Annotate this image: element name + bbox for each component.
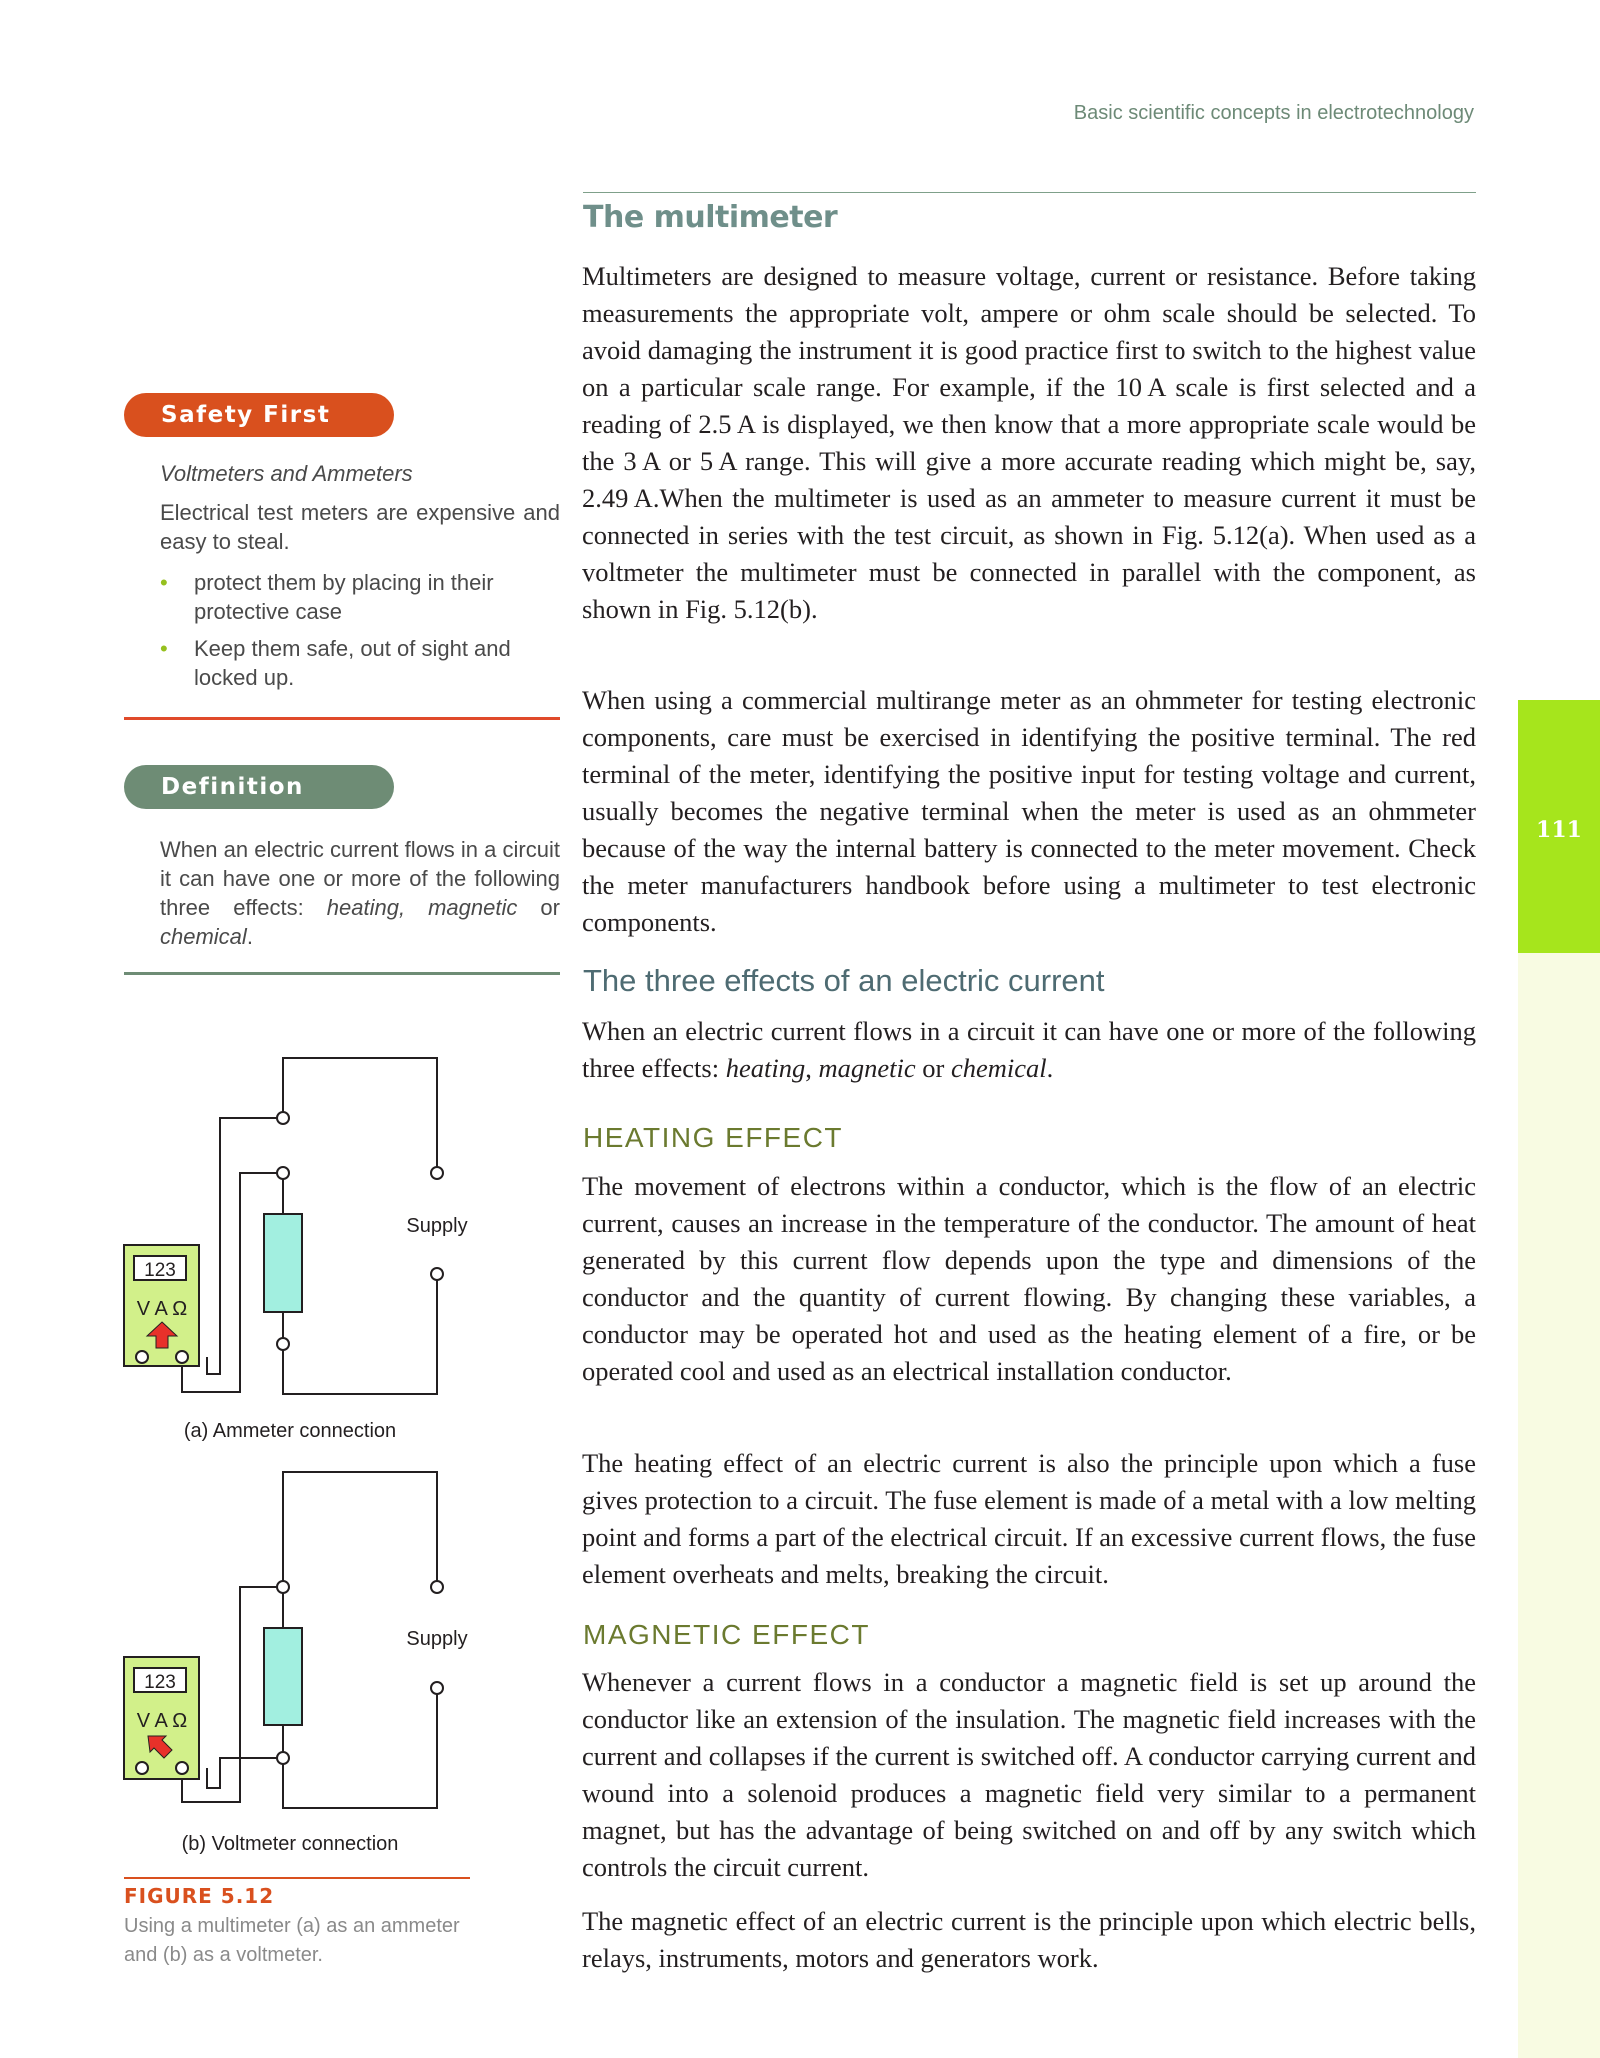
paragraph-text: When using a commercial multirange meter as an ohmmeter for testing electronic components, care must be exercised in identifying the positive terminal. The red terminal of the meter, identifying the positive input for testing voltage and current, usually becomes the negative terminal when the meter is used as an ohmmeter because of the way the internal battery is connected to the meter movement. Check the meter manufacturers handbook before using a multimeter to test electronic components. [582, 685, 1476, 937]
definition-effects: heating, magnetic [326, 895, 518, 920]
meter-terminal [176, 1762, 188, 1774]
meter-display-text: 123 [144, 1260, 176, 1281]
magnetic-paragraph-2 [582, 1903, 1476, 1977]
bullet-icon: • [160, 570, 168, 595]
terminal [277, 1112, 289, 1124]
running-head: Basic scientific concepts in electrotechnology [1073, 102, 1474, 124]
paragraph-text: The heating effect of an electric current is also the principle upon which a fuse gives protection to a circuit. The fuse element is made of a metal with a low melting point and forms a part of the electrical circuit. If an excessive current flows, the fuse element overheats and melts, breaking the circuit. [582, 1448, 1477, 1589]
figure-label: FIGURE 5.12 [124, 1884, 275, 1908]
supply-terminal [431, 1167, 443, 1179]
supply-terminal [431, 1581, 443, 1593]
paragraph-text: Multimeters are designed to measure voltage, current or resistance. Before taking measurements the appropriate volt, ampere or ohm scale should be selected. To avoid damaging the instrument it is good practice first to switch to the highest value on a particular scale range. For example, if the 10 A scale is first selected and a reading of 2.5 A is displayed, we then know that a more appropriate scale would be the 3 A or 5 A range. This will give a more accurate reading which might be, say, 2.49 A.When the multimeter is used as an ammeter to measure current it must be connected in series with the test circuit, as shown in Fig. 5.12(a). When used as a voltmeter the multimeter must be connected in parallel with the component, as shown in Fig. 5.12(b). [582, 261, 1476, 624]
wire [283, 1058, 437, 1173]
page-tab-background [1518, 953, 1600, 2058]
paragraph-text: The magnetic effect of an electric current is the principle upon which electric bells, relays, instruments, motors and generators work. [582, 1906, 1476, 1973]
safety-text: Electrical test meters are expensive and easy to steal. [160, 500, 560, 554]
page-number: 111 [1536, 817, 1582, 843]
bullet-text: Keep them safe, out of sight and locked up. [194, 636, 511, 690]
three-effects-title: The three effects of an electric current [583, 963, 1105, 998]
separator: or [915, 1053, 951, 1083]
supply-terminal [431, 1268, 443, 1280]
header-rule [583, 192, 1476, 193]
paragraph-text: Whenever a current flows in a conductor a magnetic field is set up around the conductor like an extension of the insulation. The magnetic field increases with the current and collapses if the current is switched off. A conductor carrying current and wound into a solenoid produces a magnetic field very similar to a permanent magnet, but has the advantage of being switched on and off by any switch which controls the circuit current. [582, 1667, 1476, 1882]
supply-label-a: Supply [406, 1215, 468, 1237]
section-title: The multimeter [583, 200, 838, 235]
separator: , [805, 1053, 819, 1083]
definition-chemical: chemical [160, 924, 247, 949]
separator: or [517, 895, 560, 920]
wire [283, 1274, 437, 1394]
magnetic-effect-heading: MAGNETIC EFFECT [583, 1619, 870, 1650]
definition-body: When an electric current flows in a circuit it can have one or more of the following three effects: [160, 837, 560, 920]
magnetic-paragraph-1 [582, 1664, 1476, 1886]
supply-label-b: Supply [406, 1628, 468, 1650]
ammeter-diagram [124, 1058, 443, 1394]
heating-paragraph-2 [582, 1445, 1476, 1593]
caption-b: (b) Voltmeter connection [181, 1833, 399, 1855]
end-punct: . [246, 924, 253, 949]
supply-terminal [431, 1682, 443, 1694]
meter-terminal [176, 1351, 188, 1363]
voltmeter-diagram [124, 1472, 443, 1808]
safety-subtitle: Voltmeters and Ammeters [160, 461, 413, 486]
multimeter-paragraph-2 [582, 682, 1476, 941]
multimeter-paragraph-1 [582, 258, 1476, 628]
terminal [277, 1167, 289, 1179]
bullet-text: protect them by placing in their protective case [194, 570, 494, 624]
end-punct: . [1046, 1053, 1054, 1083]
resistor [264, 1214, 302, 1312]
safety-first-label: Safety First [124, 393, 394, 437]
bullet-icon: • [160, 636, 168, 661]
effect-chemical: chemical [950, 1053, 1047, 1083]
effect-magnetic: magnetic [818, 1053, 916, 1083]
meter-units: V A Ω [136, 1298, 188, 1320]
wire [283, 1688, 437, 1808]
figure-rule [124, 1877, 470, 1879]
caption-a: (a) Ammeter connection [183, 1420, 397, 1442]
terminal [277, 1338, 289, 1350]
figure-caption: Using a multimeter (a) as an ammeter and (b) as a voltmeter. [124, 1915, 460, 1966]
terminal [277, 1752, 289, 1764]
terminal [277, 1581, 289, 1593]
meter-display-text: 123 [144, 1672, 176, 1693]
resistor [264, 1628, 302, 1725]
meter-units: V A Ω [136, 1710, 188, 1732]
wire [283, 1472, 437, 1587]
heating-paragraph-1 [582, 1168, 1476, 1390]
heating-effect-heading: HEATING EFFECT [583, 1122, 844, 1153]
intro-text: When an electric current flows in a circuit it can have one or more of the following three effects: [582, 1016, 1476, 1083]
figure-diagrams [0, 0, 560, 1880]
meter-terminal [136, 1351, 148, 1363]
effect-heating: heating [725, 1053, 806, 1083]
three-effects-intro [582, 1013, 1476, 1087]
wire [207, 1758, 283, 1788]
paragraph-text: The movement of electrons within a conductor, which is the flow of an electric current, causes an increase in the temperature of the conductor. The amount of heat generated by this current flow depends upon the type and dimensions of the conductor and the quantity of current flowing. By changing these variables, a conductor may be operated hot and used as the heating element of a fire, or be operated cool and used as an electrical installation conductor. [582, 1171, 1476, 1386]
definition-label: Definition [124, 765, 394, 809]
meter-terminal [136, 1762, 148, 1774]
